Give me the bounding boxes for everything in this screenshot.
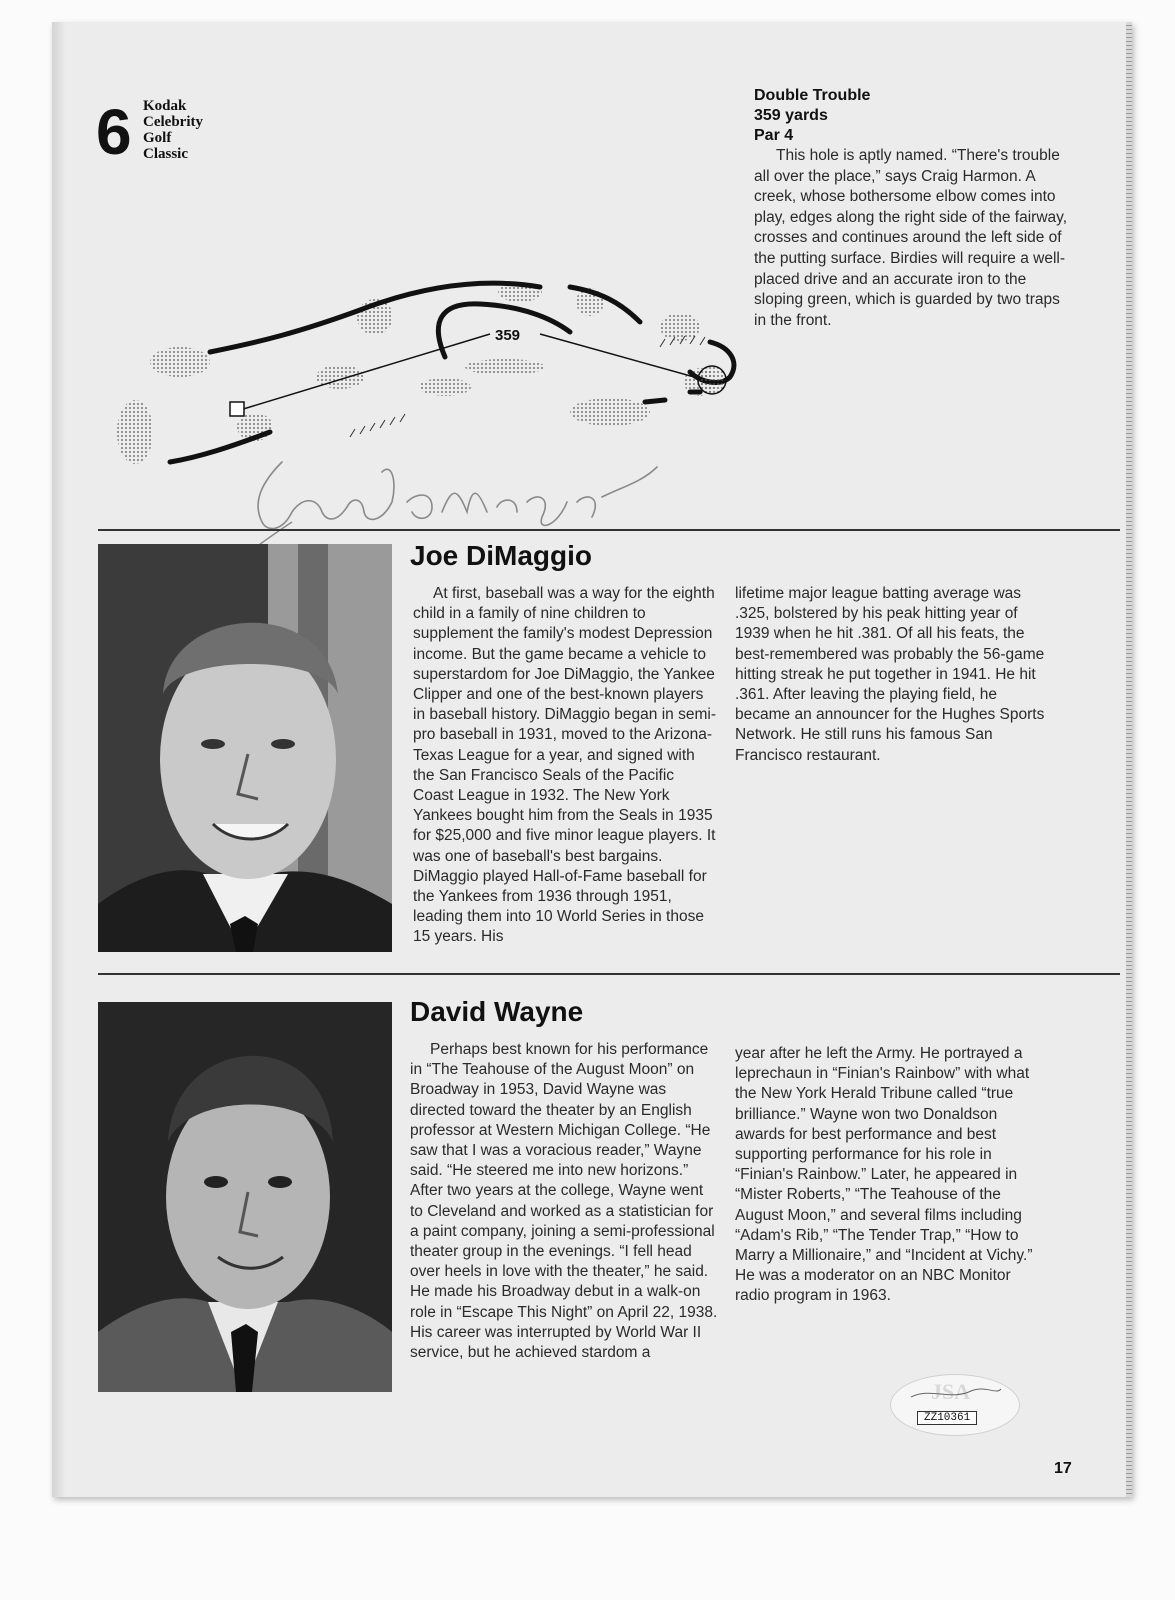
- event-line: Kodak: [143, 98, 187, 114]
- profile-text-col1: Perhaps best known for his performance in “The Teahouse of the August Moon” on Broadway in 1953, David Wayne was directed toward the theater by an English professor at Western Michigan College. “He saw that I was a voracious reader,” Wayne said. “He steered me into new horizons.” After two years at the college, Wayne went to Cleveland and worked as a statistician for a paint company, joining a semi-professional theater group in the evenings. “I fell head over heels in love with the theater,” he said. He made his Broadway debut in a walk-on role in “Escape This Night” on April 22, 1938. His career was interrupted by World War II service, but he achieved stardom a: [410, 1041, 718, 1362]
- hole-description: This hole is aptly named. “There's trouble all over the place,” says Craig Harmon. A creek, whose bothersome elbow comes into play, edges along the right side of the fairway, crosses and continues around the left side of the putting surface. Birdies will require a well-placed drive and an accurate iron to the sloping green, which is guarded by two traps in the front.: [754, 147, 1068, 329]
- hole-map-distance-label: 359: [495, 327, 521, 344]
- program-page: [52, 22, 1132, 1497]
- profile-text-col1: At first, baseball was a way for the eighth child in a family of nine children to supplement the family's modest Depression income. But the game became a vehicle to superstardom for Joe DiMaggio, the Yankee Clipper and one of the best-known players in baseball history. DiMaggio began in semi-pro baseball in 1931, moved to the Arizona-Texas League for a year, and signed with the San Francisco Seals of the Pacific Coast League in 1932. The New York Yankees bought him from the Seals in 1935 for $25,000 and five minor league players. It was one of baseball's best bargains. DiMaggio played Hall-of-Fame baseball for the Yankees from 1936 through 1951, leading them into 10 World Series in those 15 years. His: [413, 585, 716, 946]
- event-name: [143, 98, 203, 162]
- hole-number: 6: [96, 96, 132, 168]
- authentication-sticker: [890, 1374, 1020, 1436]
- green: [698, 366, 726, 394]
- jsa-logo-image: [891, 1375, 1019, 1435]
- page-spine: [52, 22, 66, 1497]
- creek-marks: [350, 336, 705, 437]
- hole-par: Par 4: [754, 127, 794, 144]
- section-divider: [98, 529, 1120, 531]
- section-divider: [98, 973, 1120, 975]
- profile-photo-dimaggio: [98, 544, 392, 952]
- profile-name: David Wayne: [410, 996, 584, 1027]
- trap: [645, 400, 665, 402]
- fairway-outline: [170, 283, 734, 462]
- event-line: Celebrity: [143, 114, 203, 130]
- event-line: Golf: [143, 130, 172, 146]
- tee-box: [230, 402, 244, 416]
- profile-text-col2: year after he left the Army. He portrayed a leprechaun in “Finian's Rainbow” with what the New York Herald Tribune called “true brilliance.” Wayne won two Donaldson awards for best performance and best supporting performance for his role in “Finian's Rainbow.” Later, he appeared in “Mister Roberts,” “The Teahouse of the August Moon,” and several films including “Adam's Rib,” “The Tender Trap,” “How to Marry a Millionaire,” and “Incident at Vichy.” He was a moderator on an NBC Monitor radio program in 1963.: [735, 1045, 1033, 1305]
- profile-photo-wayne: [98, 1002, 392, 1392]
- svg-text:JSA: JSA: [931, 1379, 971, 1404]
- shot-line: [240, 334, 705, 410]
- portrait-image: [98, 544, 392, 952]
- page-number: 17: [1054, 1460, 1072, 1477]
- profile-name: Joe DiMaggio: [410, 540, 593, 571]
- event-line: Classic: [143, 146, 188, 162]
- hole-yards: 359 yards: [754, 107, 828, 124]
- hole-name: Double Trouble: [754, 87, 871, 104]
- hole-heading: [754, 86, 870, 146]
- sticker-serial: ZZ10361: [917, 1411, 977, 1425]
- portrait-image: [98, 1002, 392, 1392]
- profile-text-col2: lifetime major league batting average was .325, bolstered by his peak hitting year of 1939 when he hit .381. Of all his feats, the best-remembered was probably the 56-game hitting streak he put together in 1941. He hit .361. After leaving the playing field, he became an announcer for the Hughes Sports Network. He still runs his famous San Francisco restaurant.: [735, 585, 1045, 764]
- page-edge: [1126, 22, 1132, 1497]
